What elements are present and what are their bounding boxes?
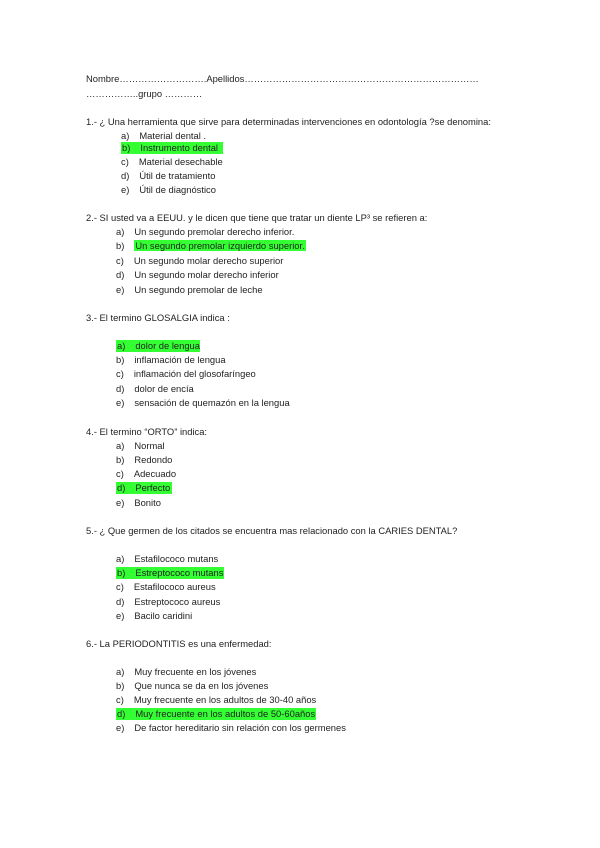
q4-option-c-text: Adecuado: [133, 468, 177, 479]
q4-option-d-letter: d): [117, 482, 126, 493]
q6-option-d: [116, 708, 316, 720]
q2-option-a: [116, 226, 294, 238]
q2-option-c: [116, 255, 283, 267]
q3-option-d-text: dolor de encía: [134, 383, 194, 394]
q5-option-a-text: Estafilococo mutans: [134, 553, 219, 564]
q4-option-d-text: Perfecto: [135, 482, 171, 493]
q2-option-d: [116, 269, 279, 281]
q4-option-b: [116, 454, 172, 466]
q3-option-e-letter: e): [116, 397, 125, 408]
q3-option-a-text: dolor de lengua: [135, 340, 200, 351]
q3-option-b-letter: b): [116, 354, 125, 365]
q4-option-c-letter: c): [116, 468, 124, 479]
question-3-prompt: 3.- El termino GLOSALGIA indica :: [86, 312, 230, 323]
q5-option-d-text: Estreptococo aureus: [134, 596, 221, 607]
q6-option-e: [116, 722, 346, 734]
q1-option-d: [121, 170, 215, 182]
q4-option-e-letter: e): [116, 497, 125, 508]
q5-option-b-text: Estreptococo mutans: [135, 567, 224, 578]
q1-option-b-text: Instrumento dental: [140, 142, 218, 153]
q6-option-e-text: De factor hereditario sin relación con los germenes: [134, 722, 346, 733]
q6-option-a-text: Muy frecuente en los jóvenes: [134, 666, 257, 677]
question-4-prompt: 4.- El termino “ORTO” indica:: [86, 426, 208, 437]
q5-option-d: [116, 596, 220, 608]
q5-option-e-letter: e): [116, 610, 125, 621]
q1-option-b-letter: b): [122, 142, 131, 153]
q1-option-e-letter: e): [121, 184, 130, 195]
q1-option-e: [121, 184, 216, 196]
group-line: ……………..grupo …………: [86, 88, 203, 99]
q1-option-a-letter: a): [121, 130, 130, 141]
q1-option-d-letter: d): [121, 170, 130, 181]
q6-option-b-text: Que nunca se da en los jóvenes: [134, 680, 269, 691]
q2-option-a-letter: a): [116, 226, 125, 237]
q3-option-c: [116, 368, 256, 380]
q1-option-d-text: Útil de tratamiento: [139, 170, 216, 181]
q4-option-e: [116, 497, 161, 509]
q3-option-d: [116, 383, 194, 395]
q3-option-a: [116, 340, 200, 352]
q2-option-e-letter: e): [116, 284, 125, 295]
q5-option-b-letter: b): [117, 567, 126, 578]
q6-option-c-text: Muy frecuente en los adultos de 30-40 años: [133, 694, 317, 705]
q2-option-b-text: Un segundo premolar izquierdo superior.: [135, 240, 305, 251]
q2-option-d-letter: d): [116, 269, 125, 280]
question-5-prompt: 5.- ¿ Que germen de los citados se encuentra mas relacionado con la CARIES DENTAL?: [86, 525, 458, 536]
q4-option-a: [116, 440, 165, 452]
q6-option-d-text: Muy frecuente en los adultos de 50-60años: [135, 708, 316, 719]
q5-option-e-text: Bacilo caridini: [134, 610, 193, 621]
q2-option-a-text: Un segundo premolar derecho inferior.: [134, 226, 295, 237]
q5-option-d-letter: d): [116, 596, 125, 607]
q4-option-b-text: Redondo: [134, 454, 173, 465]
question-6-prompt: 6.- La PERIODONTITIS es una enfermedad:: [86, 638, 272, 649]
q5-option-c-text: Estafilococo aureus: [133, 581, 216, 592]
q3-option-e: [116, 397, 290, 409]
q1-option-a: [121, 130, 206, 142]
q4-option-b-letter: b): [116, 454, 125, 465]
q2-option-e-text: Un segundo premolar de leche: [134, 284, 263, 295]
q5-option-a-letter: a): [116, 553, 125, 564]
q1-option-e-text: Útil de diagnóstico: [139, 184, 216, 195]
q3-option-e-text: sensación de quemazón en la lengua: [134, 397, 290, 408]
question-1-prompt: 1.- ¿ Una herramienta que sirve para determinadas intervenciones en odontología ?se denomina:: [86, 116, 491, 127]
q1-option-c-text: Material desechable: [138, 156, 223, 167]
q2-option-b: [116, 240, 306, 252]
q1-option-c: [121, 156, 223, 168]
q1-option-c-letter: c): [121, 156, 129, 167]
q6-option-e-letter: e): [116, 722, 125, 733]
q3-option-c-text: inflamación del glosofaríngeo: [133, 368, 256, 379]
q5-option-b: [116, 567, 224, 579]
q4-option-a-text: Normal: [134, 440, 165, 451]
q6-option-a-letter: a): [116, 666, 125, 677]
q6-option-b-letter: b): [116, 680, 125, 691]
q3-option-d-letter: d): [116, 383, 125, 394]
q6-option-d-letter: d): [117, 708, 126, 719]
q2-option-c-text: Un segundo molar derecho superior: [133, 255, 284, 266]
q5-option-c: [116, 581, 216, 593]
q3-option-a-letter: a): [117, 340, 126, 351]
q2-option-b-letter: b): [116, 240, 125, 251]
q5-option-e: [116, 610, 192, 622]
q2-option-d-text: Un segundo molar derecho inferior: [134, 269, 279, 280]
name-surname-line: Nombre……………………….Apellidos…………………………………………………………………: [86, 73, 479, 84]
q2-option-c-letter: c): [116, 255, 124, 266]
q3-option-b-text: inflamación de lengua: [134, 354, 226, 365]
q6-option-c: [116, 694, 316, 706]
q4-option-c: [116, 468, 176, 480]
q4-option-a-letter: a): [116, 440, 125, 451]
q4-option-d: [116, 482, 172, 494]
q5-option-a: [116, 553, 218, 565]
q5-option-c-letter: c): [116, 581, 124, 592]
q6-option-a: [116, 666, 256, 678]
q3-option-c-letter: c): [116, 368, 124, 379]
q4-option-e-text: Bonito: [134, 497, 161, 508]
q2-option-e: [116, 284, 263, 296]
q1-option-a-text: Material dental .: [139, 130, 207, 141]
q6-option-b: [116, 680, 268, 692]
q3-option-b: [116, 354, 226, 366]
q1-option-b: [121, 142, 223, 154]
question-2-prompt: 2.- SI usted va a EEUU. y le dicen que tiene que tratar un diente LP³ se refieren a:: [86, 212, 428, 223]
q6-option-c-letter: c): [116, 694, 124, 705]
